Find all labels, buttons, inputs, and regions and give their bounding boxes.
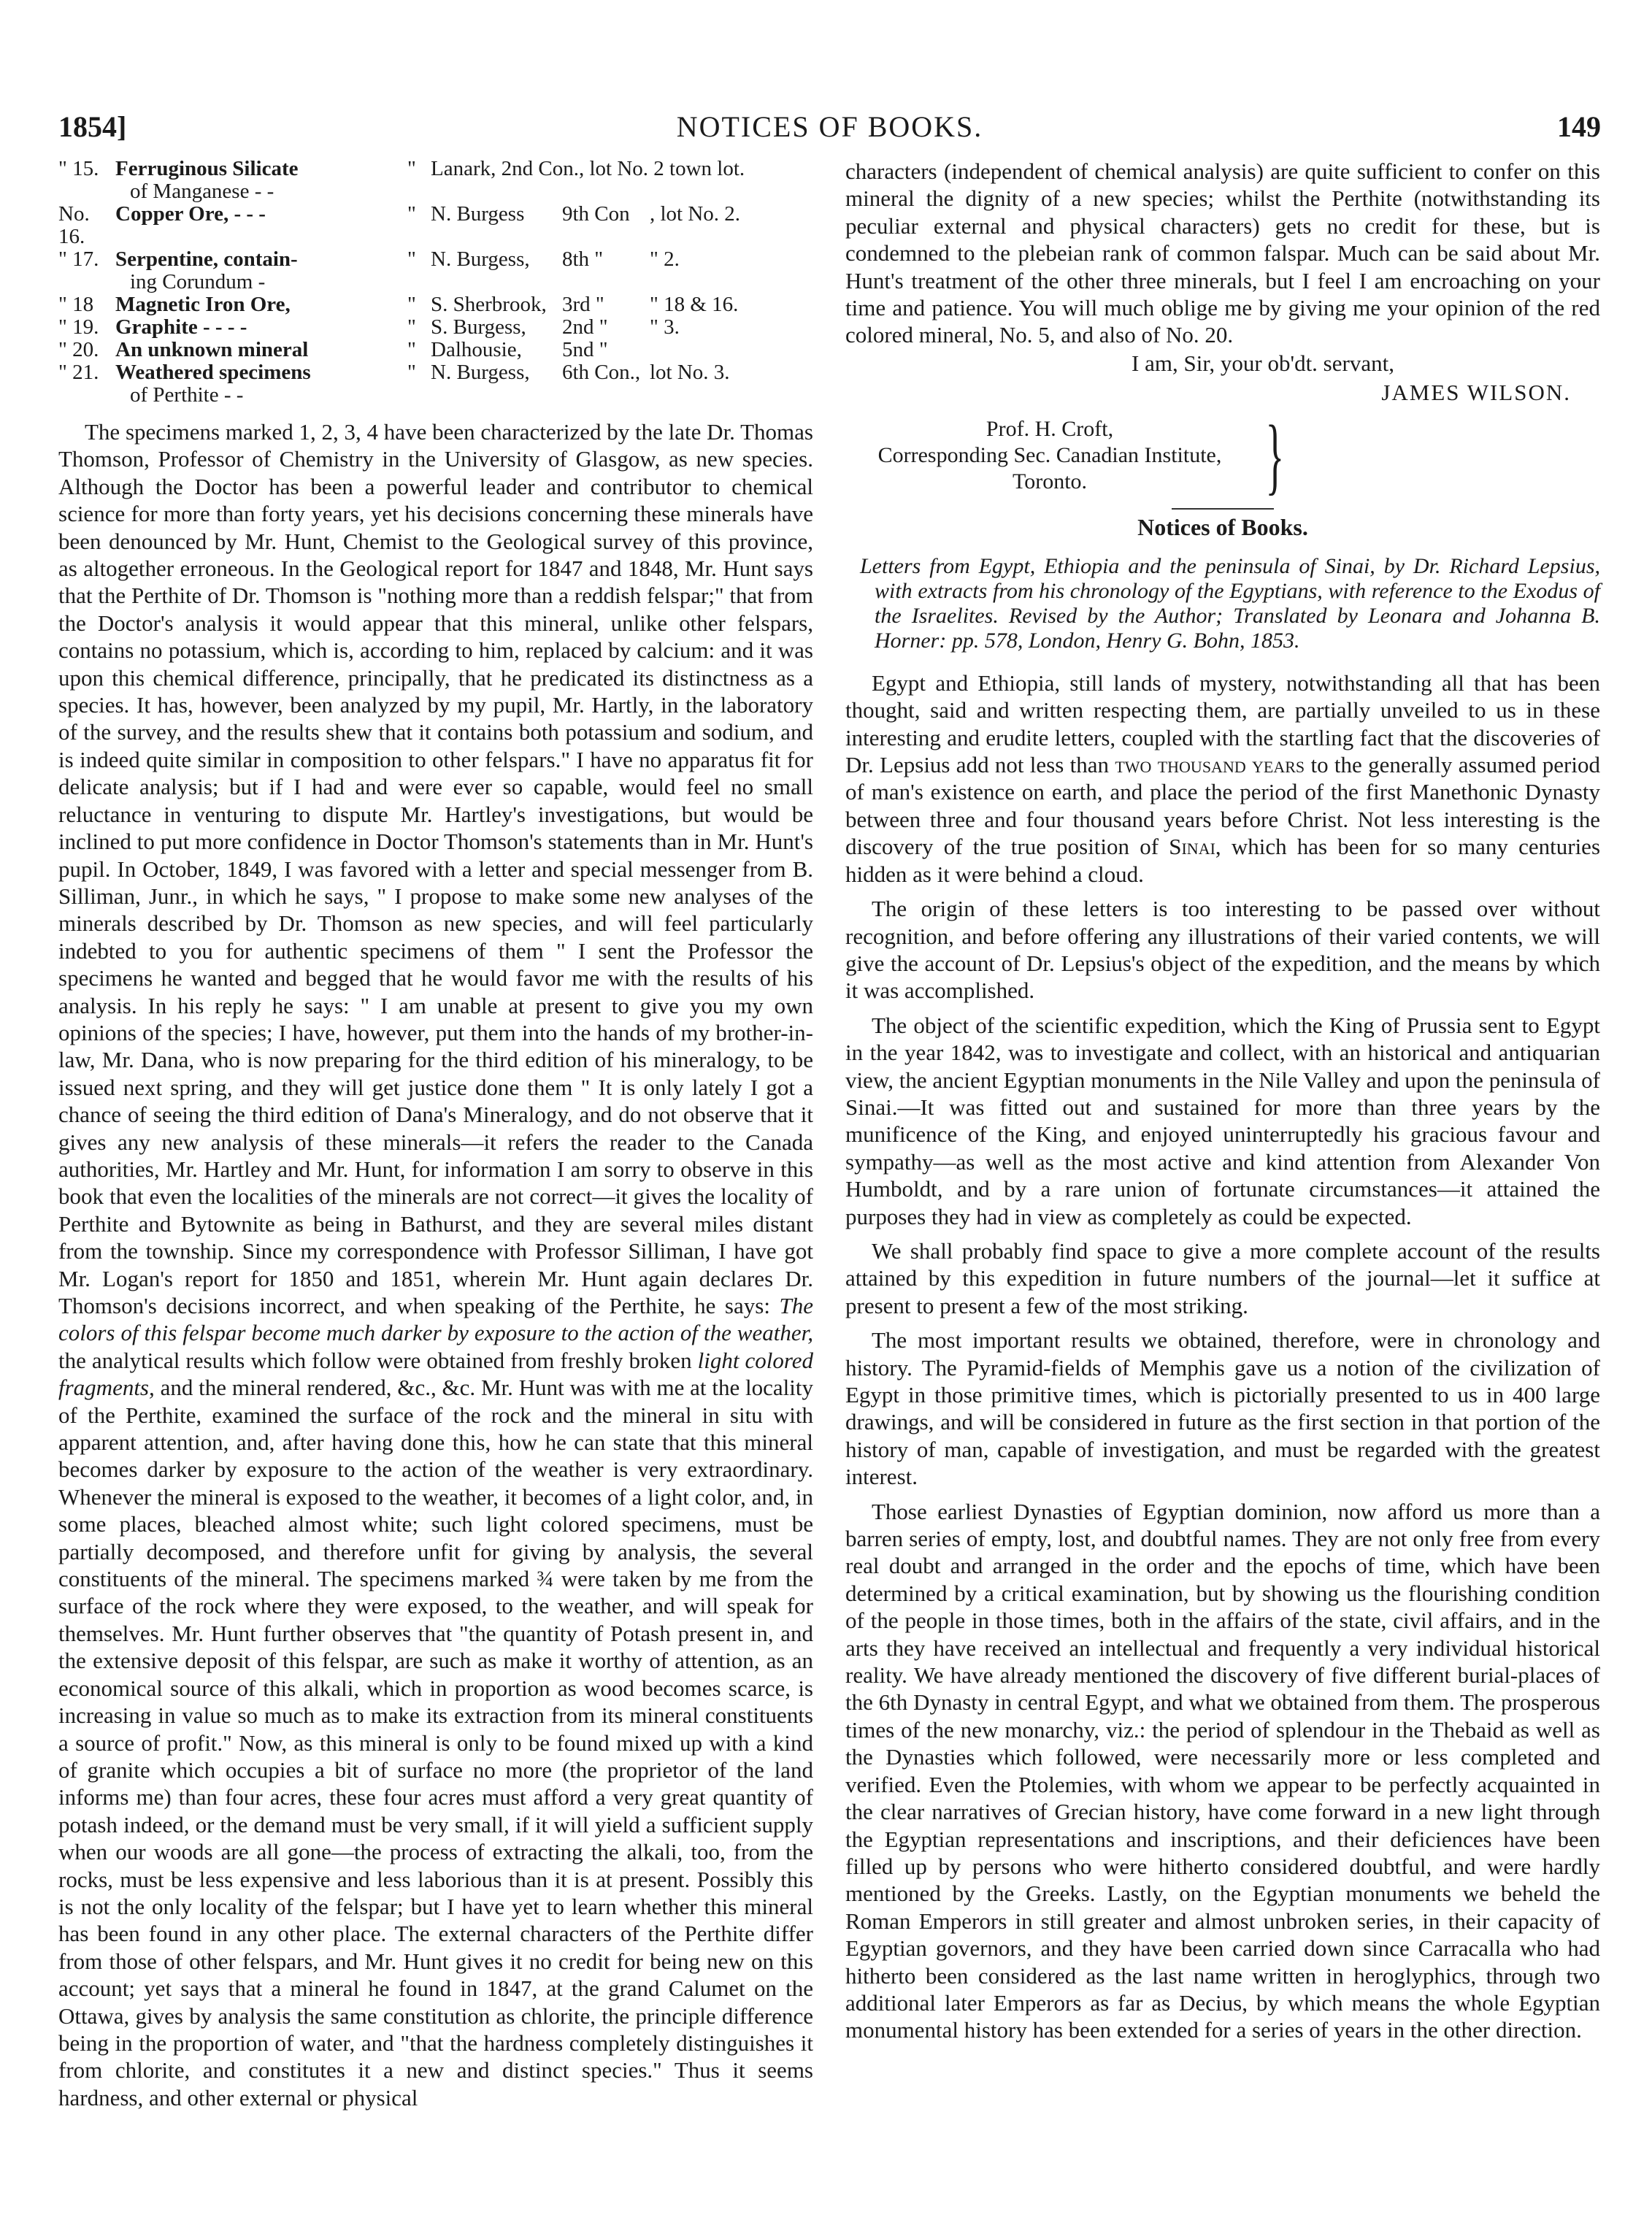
page-title: NOTICES OF BOOKS. [676,110,983,143]
mineral-lot: , lot No. 2. [650,202,741,226]
mineral-table [58,158,813,407]
mineral-township: N. Burgess [431,202,525,226]
mineral-name-line: Graphite - - - - [115,315,247,339]
left-paragraph-1 [58,418,813,2111]
mineral-township: Lanark, 2nd Con., lot No. 2 town lot. [431,157,745,180]
mineral-concession: 5nd " [562,338,608,361]
mineral-lot: " 3. [650,315,680,339]
right-text-a: Egypt and Ethiopia, still lands of mystery, notwithstanding all that has been thought, said and written respecting them, are partially unveiled to us in these interesting and erudite letters, coupled with the startling fact that the discoveries of Dr. Lepsius add not less than [845,669,1600,778]
mineral-row [58,293,813,316]
left-italic-quote: The colors of this felspar become much darker by exposure to the action of the weather, [58,1293,814,1346]
mineral-township: S. Burgess, [431,315,526,339]
mineral-township: N. Burgess, [431,361,530,384]
mineral-number: " 17. [58,247,99,271]
mineral-name-line: Serpentine, contain- [115,247,298,271]
left-text-b: the analytical results which follow were obtained from freshly broken [58,1347,692,1373]
mineral-lot: " 2. [650,247,680,271]
section-rule [1172,508,1274,510]
mineral-name [115,361,407,407]
smallcaps-sinai: Sinai, [1169,834,1221,860]
addressee-line-3: Toronto. [1012,469,1088,493]
brace-glyph: } [1265,407,1285,503]
right-paragraph-1 [845,669,1600,888]
ditto-mark: " [407,202,416,226]
mineral-row [58,203,813,248]
mineral-number: " 21. [58,361,99,384]
mineral-number: " 18 [58,293,94,316]
mineral-concession: 3rd " [562,293,604,316]
addressee-line-2: Corresponding Sec. Canadian Institute, [877,442,1222,467]
mineral-row [58,248,813,293]
mineral-concession: 8th " [562,247,604,271]
ditto-mark: " [407,247,416,271]
mineral-township: N. Burgess, [431,247,530,271]
book-citation: Letters from Egypt, Ethiopia and the peninsula of Sinai, by Dr. Richard Lepsius, with extracts from his chronology of the Egyptians, with reference to the Exodus of the Israelites. Revised by the Author; Translated by Leonara and Johanna B. Horner: pp. 578, London, Henry G. Bohn, 1853. [860,553,1600,653]
mineral-name-continuation: of Manganese - - [130,180,274,203]
right-paragraph-6: Those earliest Dynasties of Egyptian dominion, now afford us more than a barren series of empty, lost, and doubtful names. They are not only free from every real doubt and arranged in the order and the epochs of time, which have been determined by a critical examination, but by showing us the flourishing condition of the people in those times, both in the affairs of the state, civil affairs, and in the arts they have received an intellectual and frequently a very individual historical reality. We have already mentioned the discovery of five different burial-places of the 6th Dynasty in central Egypt, and what we obtained from them. The prosperous times of the new monarchy, viz.: the period of splendour in the Thebaid as well as the Dynasties which followed, were necessarily more or less completed and verified. Even the Ptolemies, with whom we appear to be perfectly acquainted in the clear narratives of Grecian history, have come forward in a new light through the Egyptian representations and inscriptions, and their deficiences have been filled up by persons who were hitherto considered doubtful, and were hardly mentioned by the Greeks. Lastly, on the Egyptian monuments we beheld the Roman Emperors in still greater and almost unbroken series, in their capacity of Egyptian governors, and they have been carried down since Carracalla who had hitherto been considered as the last name written in heroglyphics, through two additional later Emperors as far as Decius, by which means the whole Egyptian monumental history has been extended for a series of years in the other direction. [845,1498,1600,2043]
mineral-number: " 20. [58,338,99,361]
right-paragraph-3: The object of the scientific expedition, which the King of Prussia sent to Egypt in the year 1842, was to investigate and collect, with an historical and antiquarian view, the ancient Egyptian monuments in the Nile Valley and upon the peninsula of Sinai.—It was fitted out and sustained for more than three years by the munificence of the King, and enjoyed uninterruptedly his gracious favour and sympathy—as well as the most active and kind attention from Alexander Von Humboldt, and by a rare union of fortunate circumstances—it attained the purposes they had in view as completely as could be expected. [845,1012,1600,1229]
mineral-row [58,339,813,361]
mineral-township: Dalhousie, [431,338,522,361]
mineral-row [58,361,813,407]
section-title: Notices of Books. [1137,513,1308,540]
mineral-name-continuation: of Perthite - - [130,383,244,407]
ditto-mark: " [407,157,416,180]
smallcaps-years: two thousand years [1115,752,1305,778]
running-head [58,110,1601,155]
left-column [58,158,813,2111]
signature: JAMES WILSON. [1381,379,1571,405]
mineral-lot: lot No. 3. [650,361,730,384]
right-paragraph-5: The most important results we obtained, therefore, were in chronology and history. The Pyramid-fields of Memphis gave us a notion of the civilization of Egypt in those primitive times, which is pictorially presented to us in 400 large drawings, and will be considered in future as the first section in that portion of the history of man, capable of investigation, and must be regarded with the greatest interest. [845,1327,1600,1490]
mineral-concession: 6th Con., [562,361,641,384]
mineral-lot: " 18 & 16. [650,293,739,316]
page-number: 149 [1557,110,1601,143]
addressee-lines [845,416,1254,495]
mineral-concession: 9th Con [562,202,630,226]
letter-continuation: characters (independent of chemical analysis) are quite sufficient to confer on this mineral the dignity of a new species; whilst the Perthite (notwithstanding its peculiar external and physical characters) gets no credit for these, but is condemned to the plebeian rank of common falspar. Much can be said about Mr. Hunt's treatment of the other three minerals, but I feel I am encroaching on your time and patience. You will much oblige me by giving me your opinion of the red colored mineral, No. 5, and also of No. 20. [845,158,1600,348]
letter-closing [845,349,1600,407]
mineral-name [115,293,407,316]
addressee-block [845,407,1600,503]
mineral-number: " 15. [58,157,99,180]
mineral-name-line: Ferruginous Silicate [115,157,299,180]
mineral-township: S. Sherbrook, [431,293,547,316]
mineral-name [115,203,407,248]
right-paragraph-2: The origin of these letters is too interesting to be passed over without recognition, and before offering any illustrations of their varied contents, we will give the account of Dr. Lepsius's object of the expedition, and the means by which it was accomplished. [845,896,1600,1004]
page-year: 1854] [58,110,127,143]
mineral-concession: 2nd " [562,315,608,339]
mineral-name [115,248,407,293]
mineral-name [115,339,407,361]
mineral-number: No. 16. [58,202,90,248]
ditto-mark: " [407,315,416,339]
mineral-name [115,316,407,339]
addressee-line-1: Prof. H. Croft, [986,416,1114,441]
mineral-name [115,158,407,203]
mineral-name-line: Weathered specimens [115,361,311,384]
left-text-a: The specimens marked 1, 2, 3, 4 have been characterized by the late Dr. Thomas Thomson, Professor of Chemistry in the University of Glasgow, as new species. Although the Doctor has been a powerful leader and contributor to chemical science for more than forty years, yet his decisions concerning these minerals have been denounced by Mr. Hunt, Chemist to the Geological survey of this province, as altogether erroneous. In the Geological report for 1847 and 1848, Mr. Hunt says that the Perthite of Dr. Thomson is "nothing more than a reddish felspar;" that from the Doctor's analysis it would appear that this mineral, unlike other felspars, contains no potassium, which is, according to him, replaced by calcium: and it was upon this chemical difference, principally, that he predicated its distinctness as a species. It has, however, been analyzed by my pupil, Mr. Hartly, in the laboratory of the survey, and the results shew that it contains both potassium and sodium, and is indeed quite similar in composition to other felspars." I have no apparatus fit for delicate analysis; but if I had and were ever so capable, would feel no small reluctance in venturing to dispute Mr. Hartley's investigations, but would be inclined to put more confidence in Doctor Thomson's statements than in Mr. Hunt's pupil. In October, 1849, I was favored with a letter and special messenger from B. Silliman, Junr., in which he says, " I propose to make some new analyses of the minerals described by Dr. Thomson as new species, and will feel particularly indebted to you for authentic specimens of them " I sent the Professor the specimens he wanted and begged that he would favor me with the results of his analysis. In his reply he says: " I am unable at present to give you my own opinions of the species; I have, however, put them into the hands of my brother-in-law, Mr. Dana, who is now preparing for the third edition of his mineralogy, to be issued next spring, and they will get justice done them " It is only lately I got a chance of seeing the third edition of Dana's Mineralogy, and do not observe that it gives any new analysis of these minerals—it refers the reader to the Canada authorities, Mr. Hartley and Mr. Hunt, for information I am sorry to observe in this book that even the localities of the minerals are not correct—it gives the locality of Perthite and Bytownite as being in Bathurst, and they are several miles distant from the township. Since my correspondence with Professor Silliman, I have got Mr. Logan's report for 1850 and 1851, wherein Mr. Hunt again declares Dr. Thomson's decisions incorrect, and when speaking of the Perthite, he says: [58,419,813,1318]
mineral-name-continuation: ing Corundum - [130,270,266,293]
columns [58,158,1601,2111]
mineral-name-line: Magnetic Iron Ore, [115,293,291,316]
mineral-name-line: An unknown mineral [115,338,309,361]
left-italic-fragments: light colored fragments, [58,1347,814,1401]
right-paragraph-4: We shall probably find space to give a more complete account of the results attained by this expedition in future numbers of the journal—let it suffice at present to present a few of the most striking. [845,1237,1600,1318]
closing-line: I am, Sir, your ob'dt. servant, [1132,350,1394,376]
mineral-row [58,316,813,339]
right-text-b: to the generally assumed period of man's existence on earth, and place the period of the first Manethonic Dynasty between three and four thousand years before Christ. Not less interesting is the discovery of the true position of [845,752,1600,860]
ditto-mark: " [407,293,416,316]
ditto-mark: " [407,338,416,361]
mineral-row [58,158,813,203]
left-text-c: and the mineral rendered, &c., &c. Mr. Hunt was with me at the locality of the Perthite, examined the surface of the rock and the mineral in situ with apparent attention, and, after having done this, how he can state that this mineral becomes darker by exposure to the action of the weather is very extraordinary. Whenever the mineral is exposed to the weather, it becomes of a light color, and, in some places, bleached almost white; such light colored specimens, must be partially decomposed, and therefore unfit for giving by analysis, the several constituents of the mineral. The specimens marked ¾ were taken by me from the surface of the rock where they were exposed, to the weather, and will speak for themselves. Mr. Hunt further observes that "the quantity of Potash present in, and the extensive deposit of this felspar, are such as make it worthy of attention, as an economical source of this alkali, which in proportion as wood becomes scarce, is increasing in value so much as to make its extraction from its mineral constituents a source of profit." Now, as this mineral is only to be found mixed up with a kind of granite which occupies a bit of surface no more (the proprietor of the land informs me) than four acres, these four acres must afford a very great quantity of potash indeed, or the demand must be very small, if it will yield a sufficient supply when our woods are all gone—the process of extracting the alkali, too, from the rocks, must be less expensive and less laborious than it is at present. Possibly this is not the only locality of the felspar; but I have yet to learn whether this mineral has been found in any other place. The external characters of the Perthite differ from those of other felspars, and Mr. Hunt gives it no credit for being new on this account; yet says that a mineral he found in 1847, at the grand Calumet on the Ottawa, gives by analysis the same constitution as chlorite, the principle difference being in the proportion of water, and "that the hardness completely distinguishes it from chlorite, and constitutes it a new and distinct species." Thus it seems hardness, and other external or physical [58,1375,814,2110]
mineral-name-line: Copper Ore, - - - [115,202,266,226]
right-column [845,158,1600,2111]
mineral-lot [650,339,813,361]
right-text-c: which has been for so many centuries hidden as it were behind a cloud. [845,834,1601,887]
mineral-number: " 19. [58,315,99,339]
ditto-mark: " [407,361,416,384]
